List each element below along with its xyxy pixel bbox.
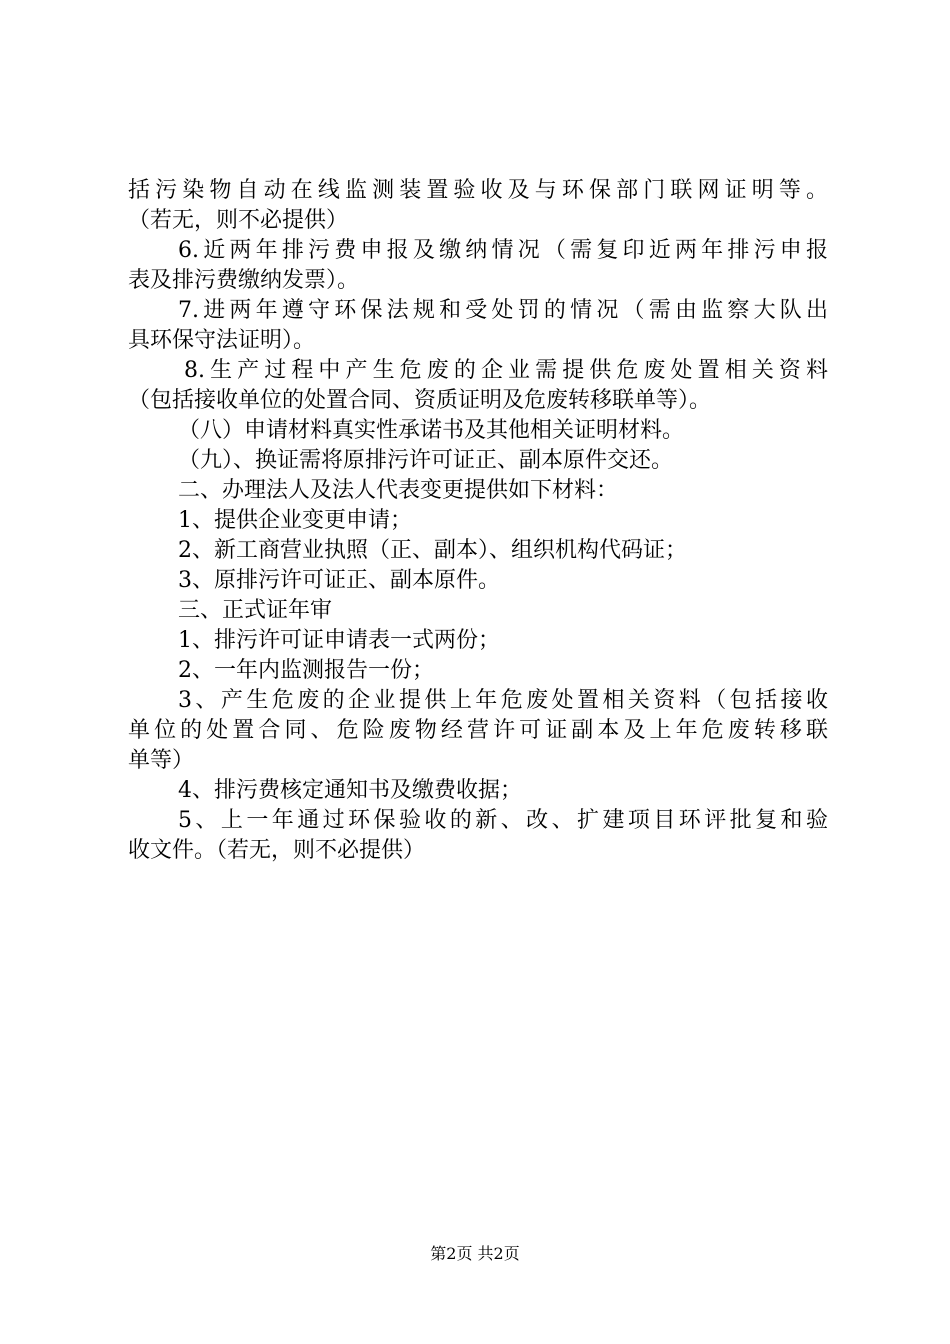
paragraph-line: （八）申请材料真实性承诺书及其他相关证明材料。 <box>178 418 685 443</box>
list-item: 3、产生危废的企业提供上年危废处置相关资料（包括接收 <box>178 688 828 713</box>
paragraph-line: 收文件。（若无，则不必提供） <box>128 838 426 863</box>
list-item: 5、上一年通过环保验收的新、改、扩建项目环评批复和验 <box>178 808 828 833</box>
paragraph-line: 单位的处置合同、危险废物经营许可证副本及上年危废转移联 <box>128 718 828 743</box>
section-heading: 三、正式证年审 <box>178 598 333 623</box>
list-item: 1、排污许可证申请表一式两份； <box>178 628 500 653</box>
paragraph-line: 单等） <box>128 748 195 773</box>
paragraph-line: （包括接收单位的处置合同、资质证明及危废转移联单等）。 <box>128 388 712 413</box>
paragraph-line: 6.近两年排污费申报及缴纳情况（需复印近两年排污申报 <box>178 238 828 263</box>
list-item: 2、一年内监测报告一份； <box>178 658 434 683</box>
paragraph-line: 表及排污费缴纳发票）。 <box>128 268 360 293</box>
paragraph-line: 括污染物自动在线监测装置验收及与环保部门联网证明等。 <box>128 178 828 203</box>
list-item: 4、排污费核定通知书及缴费收据； <box>178 778 522 803</box>
paragraph-line: 8.生产过程中产生危废的企业需提供危废处置相关资料 <box>184 358 828 383</box>
paragraph-line: 7.进两年遵守环保法规和受处罚的情况（需由监察大队出 <box>178 298 828 323</box>
paragraph-line: （若无，则不必提供） <box>128 208 349 233</box>
paragraph-line: （九）、换证需将原排污许可证正、副本原件交还。 <box>178 448 674 473</box>
list-item: 1、提供企业变更申请； <box>178 508 412 533</box>
section-heading: 二、办理法人及法人代表变更提供如下材料： <box>178 478 619 503</box>
page-number-footer: 第2页 共2页 <box>430 1244 520 1263</box>
paragraph-line: 具环保守法证明）。 <box>128 328 316 353</box>
list-item: 2、新工商营业执照（正、副本）、组织机构代码证； <box>178 538 687 563</box>
document-body <box>128 176 828 866</box>
list-item: 3、原排污许可证正、副本原件。 <box>178 568 500 593</box>
